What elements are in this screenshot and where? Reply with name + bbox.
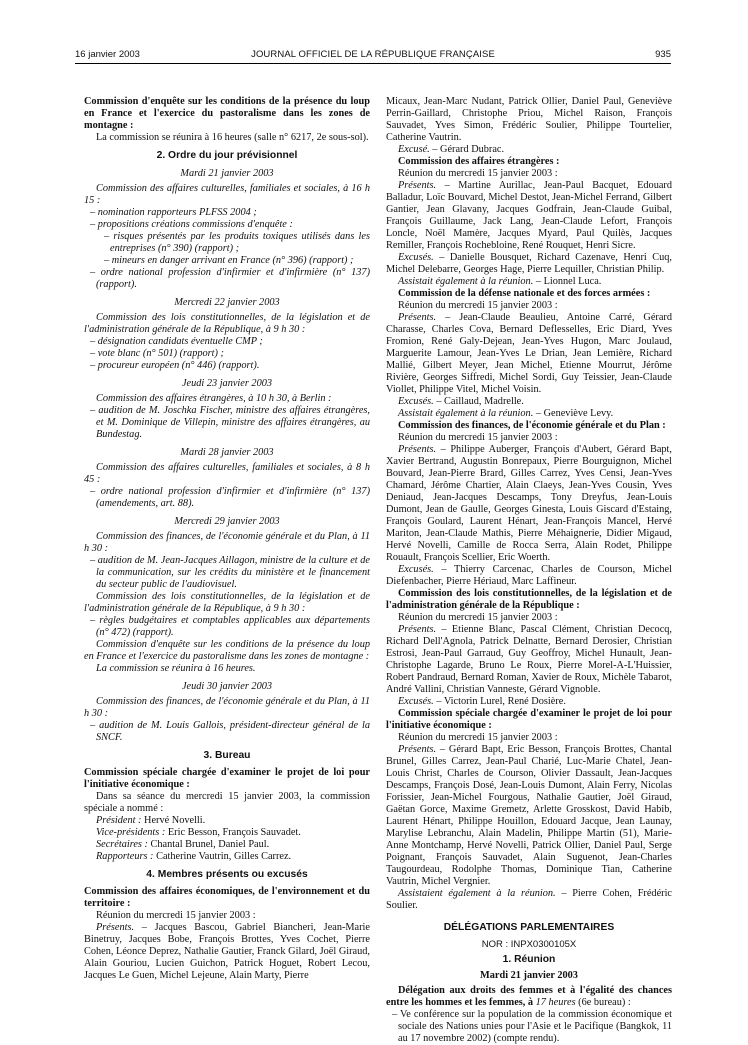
presents: Présents. – Gérard Bapt, Eric Besson, François Brottes, Chantal Brunel, Gilles Carrez, Jean-Paul Charié, Luc-Marie Chatel, Jean-Louis Christ, Charles de Courson, Olivier Dassault, Jean-Jacques Descamps, François Dosé, Jean-Louis Dumont, Alain Ferry, Nicolas Forissier, Jean-Michel Fourgous, Nathalie Gautier, Joël Giraud, Gaëtan Gorce, Maxime Gremetz, Arlette Grosskost, David Habib, Laurent Hénart, Philippe Houillon, Edouard Jacque, Jean Launay, Marylise Lebranchu, Alain Madelin, Philippe Martin (51), Marie-Anne Montchamp, Hervé Novelli, Patrick Ollier, Daniel Paul, Serge Poignant, François Sauvadet, Alain Suguenot, Jean-Charles Taugourdeau, Rodolphe Thomas, Dominique Tian, Catherine Vautrin, Michel Vergnier. bbox=[386, 744, 672, 887]
assistait: Assistait également à la réunion. – Geneviève Levy. bbox=[398, 408, 614, 419]
agenda-commission: Commission des affaires culturelles, familiales et sociales, à 8 h 45 : bbox=[84, 462, 370, 485]
excuses: Excusés. – Victorin Lurel, René Dosière. bbox=[398, 696, 566, 707]
meeting-date: Réunion du mercredi 15 janvier 2003 : bbox=[398, 300, 558, 311]
agenda-item: – règles budgétaires et comptables applicables aux départements (n° 472) (rapport). bbox=[90, 615, 370, 638]
agenda-item: – audition de M. Jean-Jacques Aillagon, ministre de la culture et de la communication, sur les crédits du ministère et le financement du secteur public de l'audiovisuel. bbox=[90, 555, 370, 590]
assistait: Assistait également à la réunion. – Lionnel Luca. bbox=[398, 276, 602, 287]
agenda-item: – risques présentés par les produits toxiques utilisés dans les entreprises (n° 390) (rapport) ; bbox=[104, 231, 370, 254]
bureau-vice-presidents: Vice-présidents : Eric Besson, François Sauvadet. bbox=[96, 827, 301, 838]
date-heading: Mercredi 29 janvier 2003 bbox=[174, 516, 280, 527]
section-bureau: 3. Bureau bbox=[203, 750, 251, 761]
commission-title: Commission des affaires étrangères : bbox=[398, 156, 560, 167]
membres-meeting: Réunion du mercredi 15 janvier 2003 : bbox=[96, 910, 256, 921]
section-membres: 4. Membres présents ou excusés bbox=[146, 869, 308, 880]
enquete-loup-text: La commission se réunira à 16 heures (salle n° 6217, 2e sous-sol). bbox=[96, 132, 369, 143]
agenda-item: – ordre national profession d'infirmier et d'infirmière (n° 137) (rapport). bbox=[90, 267, 370, 290]
delegations-heading: DÉLÉGATIONS PARLEMENTAIRES bbox=[443, 922, 615, 933]
commission-title: Commission des finances, de l'économie générale et du Plan : bbox=[398, 420, 666, 431]
agenda-item: – propositions créations commissions d'enquête : bbox=[90, 219, 293, 230]
excuses: Excusés. – Thierry Carcenac, Charles de Courson, Michel Diefenbacher, Pierre Hériaud, Marc Laffineur. bbox=[386, 564, 672, 587]
meeting-date: Réunion du mercredi 15 janvier 2003 : bbox=[398, 612, 558, 623]
presents: Présents. – Etienne Blanc, Pascal Clément, Christian Decocq, Richard Dell'Agnola, Patrick Delnatte, Bernard Derosier, Christian Estrosi, Jean-Paul Garraud, Guy Geoffroy, Michel Hunault, Jean-Christophe Lagarde, Bruno Le Roux, Pierre Morel-A-L'Huissier, Robert Pandraud, Bernard Roman, Xavier de Roux, Michèle Tabarot, André Vallini, Christian Vanneste, Gérard Vignoble. bbox=[386, 624, 672, 695]
assistaient: Assistaient également à la réunion. – Pierre Cohen, Frédéric Soulier. bbox=[386, 888, 673, 911]
membres-commission-title: Commission des affaires économiques, de l'environnement et du territoire : bbox=[84, 886, 370, 909]
date-heading: Mardi 28 janvier 2003 bbox=[180, 447, 274, 458]
right-column bbox=[386, 96, 672, 1045]
enquete-loup-title: Commission d'enquête sur les conditions de la présence du loup en France et l'exercice du pastoralisme dans les zones de montagne : bbox=[84, 96, 370, 131]
excuses: Excusés. – Caillaud, Madrelle. bbox=[398, 396, 524, 407]
agenda-item: – audition de M. Joschka Fischer, ministre des affaires étrangères, et M. Dominique de Villepin, ministre des affaires étrangères, au Bundestag. bbox=[90, 405, 370, 440]
agenda-commission: Commission des lois constitutionnelles, de la législation et de l'administration générale de la République, à 9 h 30 : bbox=[84, 591, 370, 614]
date-heading: Mercredi 22 janvier 2003 bbox=[174, 297, 280, 308]
agenda-item: – ordre national profession d'infirmier et d'infirmière (n° 137) (amendements, art. 88). bbox=[90, 486, 370, 509]
bureau-secretaires: Secrétaires : Chantal Brunel, Daniel Paul. bbox=[96, 839, 270, 850]
commission-title: Commission spéciale chargée d'examiner le projet de loi pour l'initiative économique : bbox=[386, 708, 672, 731]
presents: Présents. – Jean-Claude Beaulieu, Antoine Carré, Gérard Charasse, Charles Cova, Bernard Deflesselles, Eric Diard, Yves Fromion, René Galy-Dejean, Jean-Yves Hugon, Marc Joulaud, Marguerite Lamour, Jean-Yves Le Drian, Jean Lemière, Richard Mallié, Gilbert Meyer, Jean Michel, Etienne Mourrut, Jérôme Rivière, Georges Siffredi, Michel Sordi, Guy Teissier, Jean-Claude Viollet, Philippe Vitel, Michel Voisin. bbox=[386, 312, 672, 395]
page-number: 935 bbox=[655, 49, 671, 60]
page-header bbox=[75, 48, 671, 64]
membres-presents: Présents. – Jacques Bascou, Gabriel Biancheri, Jean-Marie Binetruy, Jacques Bobe, François Brottes, Yves Cochet, Pierre Cohen, Léonce Deprez, Nathalie Gautier, Franck Gilard, Joël Giraud, Alain Gouriou, Lucien Guichon, Patrick Hoguet, Robert Lecou, Jacques Le Guen, Michel Lejeune, Alain Marty, Pierre bbox=[84, 922, 370, 981]
meeting-date: Réunion du mercredi 15 janvier 2003 : bbox=[398, 168, 558, 179]
header-title: JOURNAL OFFICIEL DE LA RÉPUBLIQUE FRANÇAISE bbox=[251, 49, 495, 60]
bureau-president: Président : Hervé Novelli. bbox=[96, 815, 206, 826]
meeting-date: Réunion du mercredi 15 janvier 2003 : bbox=[398, 732, 558, 743]
presents: Présents. – Martine Aurillac, Jean-Paul Bacquet, Edouard Balladur, Loïc Bouvard, Michel Destot, Jean-Michel Ferrand, Gilbert Gantier, Jean Glavany, Jacques Godfrain, Jean-Claude Guibal, François Guillaume, Jack Lang, Jean-Claude Lefort, François Loncle, Noël Mamère, Jacques Myard, Paul Quilès, Jacques Remiller, François Rochebloine, René Rouquet, Henri Sicre. bbox=[386, 180, 672, 251]
header-date: 16 janvier 2003 bbox=[75, 49, 140, 60]
agenda-item: – désignation candidats éventuelle CMP ; bbox=[90, 336, 263, 347]
date-heading: Mardi 21 janvier 2003 bbox=[480, 970, 578, 981]
agenda-item: – audition de M. Louis Gallois, président-directeur général de la SNCF. bbox=[90, 720, 370, 743]
agenda-item: – mineurs en danger arrivant en France (n° 396) (rapport) ; bbox=[104, 255, 354, 266]
nor-reference: NOR : INPX0300105X bbox=[481, 939, 577, 950]
section-reunion: 1. Réunion bbox=[502, 954, 556, 965]
delegation-title: Délégation aux droits des femmes et à l'égalité des chances entre les hommes et les femmes, à 17 heures (6e bureau) : bbox=[386, 985, 672, 1008]
agenda-commission: Commission des lois constitutionnelles, de la législation et de l'administration générale de la République, à 9 h 30 : bbox=[84, 312, 370, 335]
excuses: Excusés. – Danielle Bousquet, Richard Cazenave, Henri Cuq, Michel Delebarre, Georges Hage, Pierre Lequiller, Christian Philip. bbox=[386, 252, 672, 275]
agenda-item: – nomination rapporteurs PLFSS 2004 ; bbox=[90, 207, 257, 218]
delegation-item: – Ve conférence sur la population de la commission économique et sociale des Nations unies pour l'Asie et le Pacifique (Bangkok, 11 au 17 novembre 2002) (compte rendu). bbox=[392, 1009, 672, 1044]
bureau-text: Dans sa séance du mercredi 15 janvier 2003, la commission spéciale a nommé : bbox=[84, 791, 370, 814]
left-column bbox=[84, 96, 370, 982]
section-ordre-du-jour: 2. Ordre du jour prévisionnel bbox=[156, 150, 298, 161]
commission-title: Commission de la défense nationale et des forces armées : bbox=[398, 288, 651, 299]
date-heading: Jeudi 30 janvier 2003 bbox=[181, 681, 273, 692]
agenda-commission: Commission des affaires culturelles, familiales et sociales, à 16 h 15 : bbox=[84, 183, 370, 206]
date-heading: Jeudi 23 janvier 2003 bbox=[181, 378, 273, 389]
agenda-note: La commission se réunira à 16 heures. bbox=[96, 663, 256, 674]
agenda-item: – procureur européen (n° 446) (rapport). bbox=[90, 360, 260, 371]
meeting-date: Réunion du mercredi 15 janvier 2003 : bbox=[398, 432, 558, 443]
bureau-commission-title: Commission spéciale chargée d'examiner le projet de loi pour l'initiative économique : bbox=[84, 767, 370, 790]
agenda-commission: Commission d'enquête sur les conditions de la présence du loup en France et l'exercice du pastoralisme dans les zones de montagne : bbox=[84, 639, 370, 662]
presents: Présents. – Philippe Auberger, François d'Aubert, Gérard Bapt, Xavier Bertrand, Augustin Bonrepaux, Pierre Bourguignon, Michel Bouvard, Jean-Pierre Brard, Gilles Carrez, Yves Censi, Jean-Yves Chamard, Jérôme Chartier, Alain Claeys, Jean-Yves Cousin, Yves Deniaud, Jean-Jacques Descamps, Tony Dreyfus, Jean-Louis Dumont, Jean de Gaulle, Georges Ginesta, Louis Giscard d'Estaing, François Goulard, Laurent Hénart, Jean-François Mancel, Hervé Mariton, Jean-Claude Mathis, Pierre Méhaignerie, Didier Migaud, Hervé Novelli, Camille de Rocca Serra, Alain Rodet, Philippe Rouault, François Scellier, Eric Woerth. bbox=[386, 444, 672, 563]
agenda-item: – vote blanc (n° 501) (rapport) ; bbox=[90, 348, 224, 359]
bureau-rapporteurs: Rapporteurs : Catherine Vautrin, Gilles Carrez. bbox=[96, 851, 292, 862]
membres-excuses: Excusé. – Gérard Dubrac. bbox=[398, 144, 505, 155]
commission-title: Commission des lois constitutionnelles, de la législation et de l'administration générale de la République : bbox=[386, 588, 672, 611]
agenda-commission: Commission des affaires étrangères, à 10 h 30, à Berlin : bbox=[96, 393, 332, 404]
date-heading: Mardi 21 janvier 2003 bbox=[180, 168, 274, 179]
membres-presents-cont: Micaux, Jean-Marc Nudant, Patrick Ollier, Daniel Paul, Geneviève Perrin-Gaillard, Christophe Priou, Michel Raison, François Sauvadet, Yves Simon, Frédéric Soulier, Philippe Tourtelier, Catherine Vautrin. bbox=[386, 96, 672, 143]
agenda-commission: Commission des finances, de l'économie générale et du Plan, à 11 h 30 : bbox=[84, 531, 370, 554]
agenda-commission: Commission des finances, de l'économie générale et du Plan, à 11 h 30 : bbox=[84, 696, 370, 719]
